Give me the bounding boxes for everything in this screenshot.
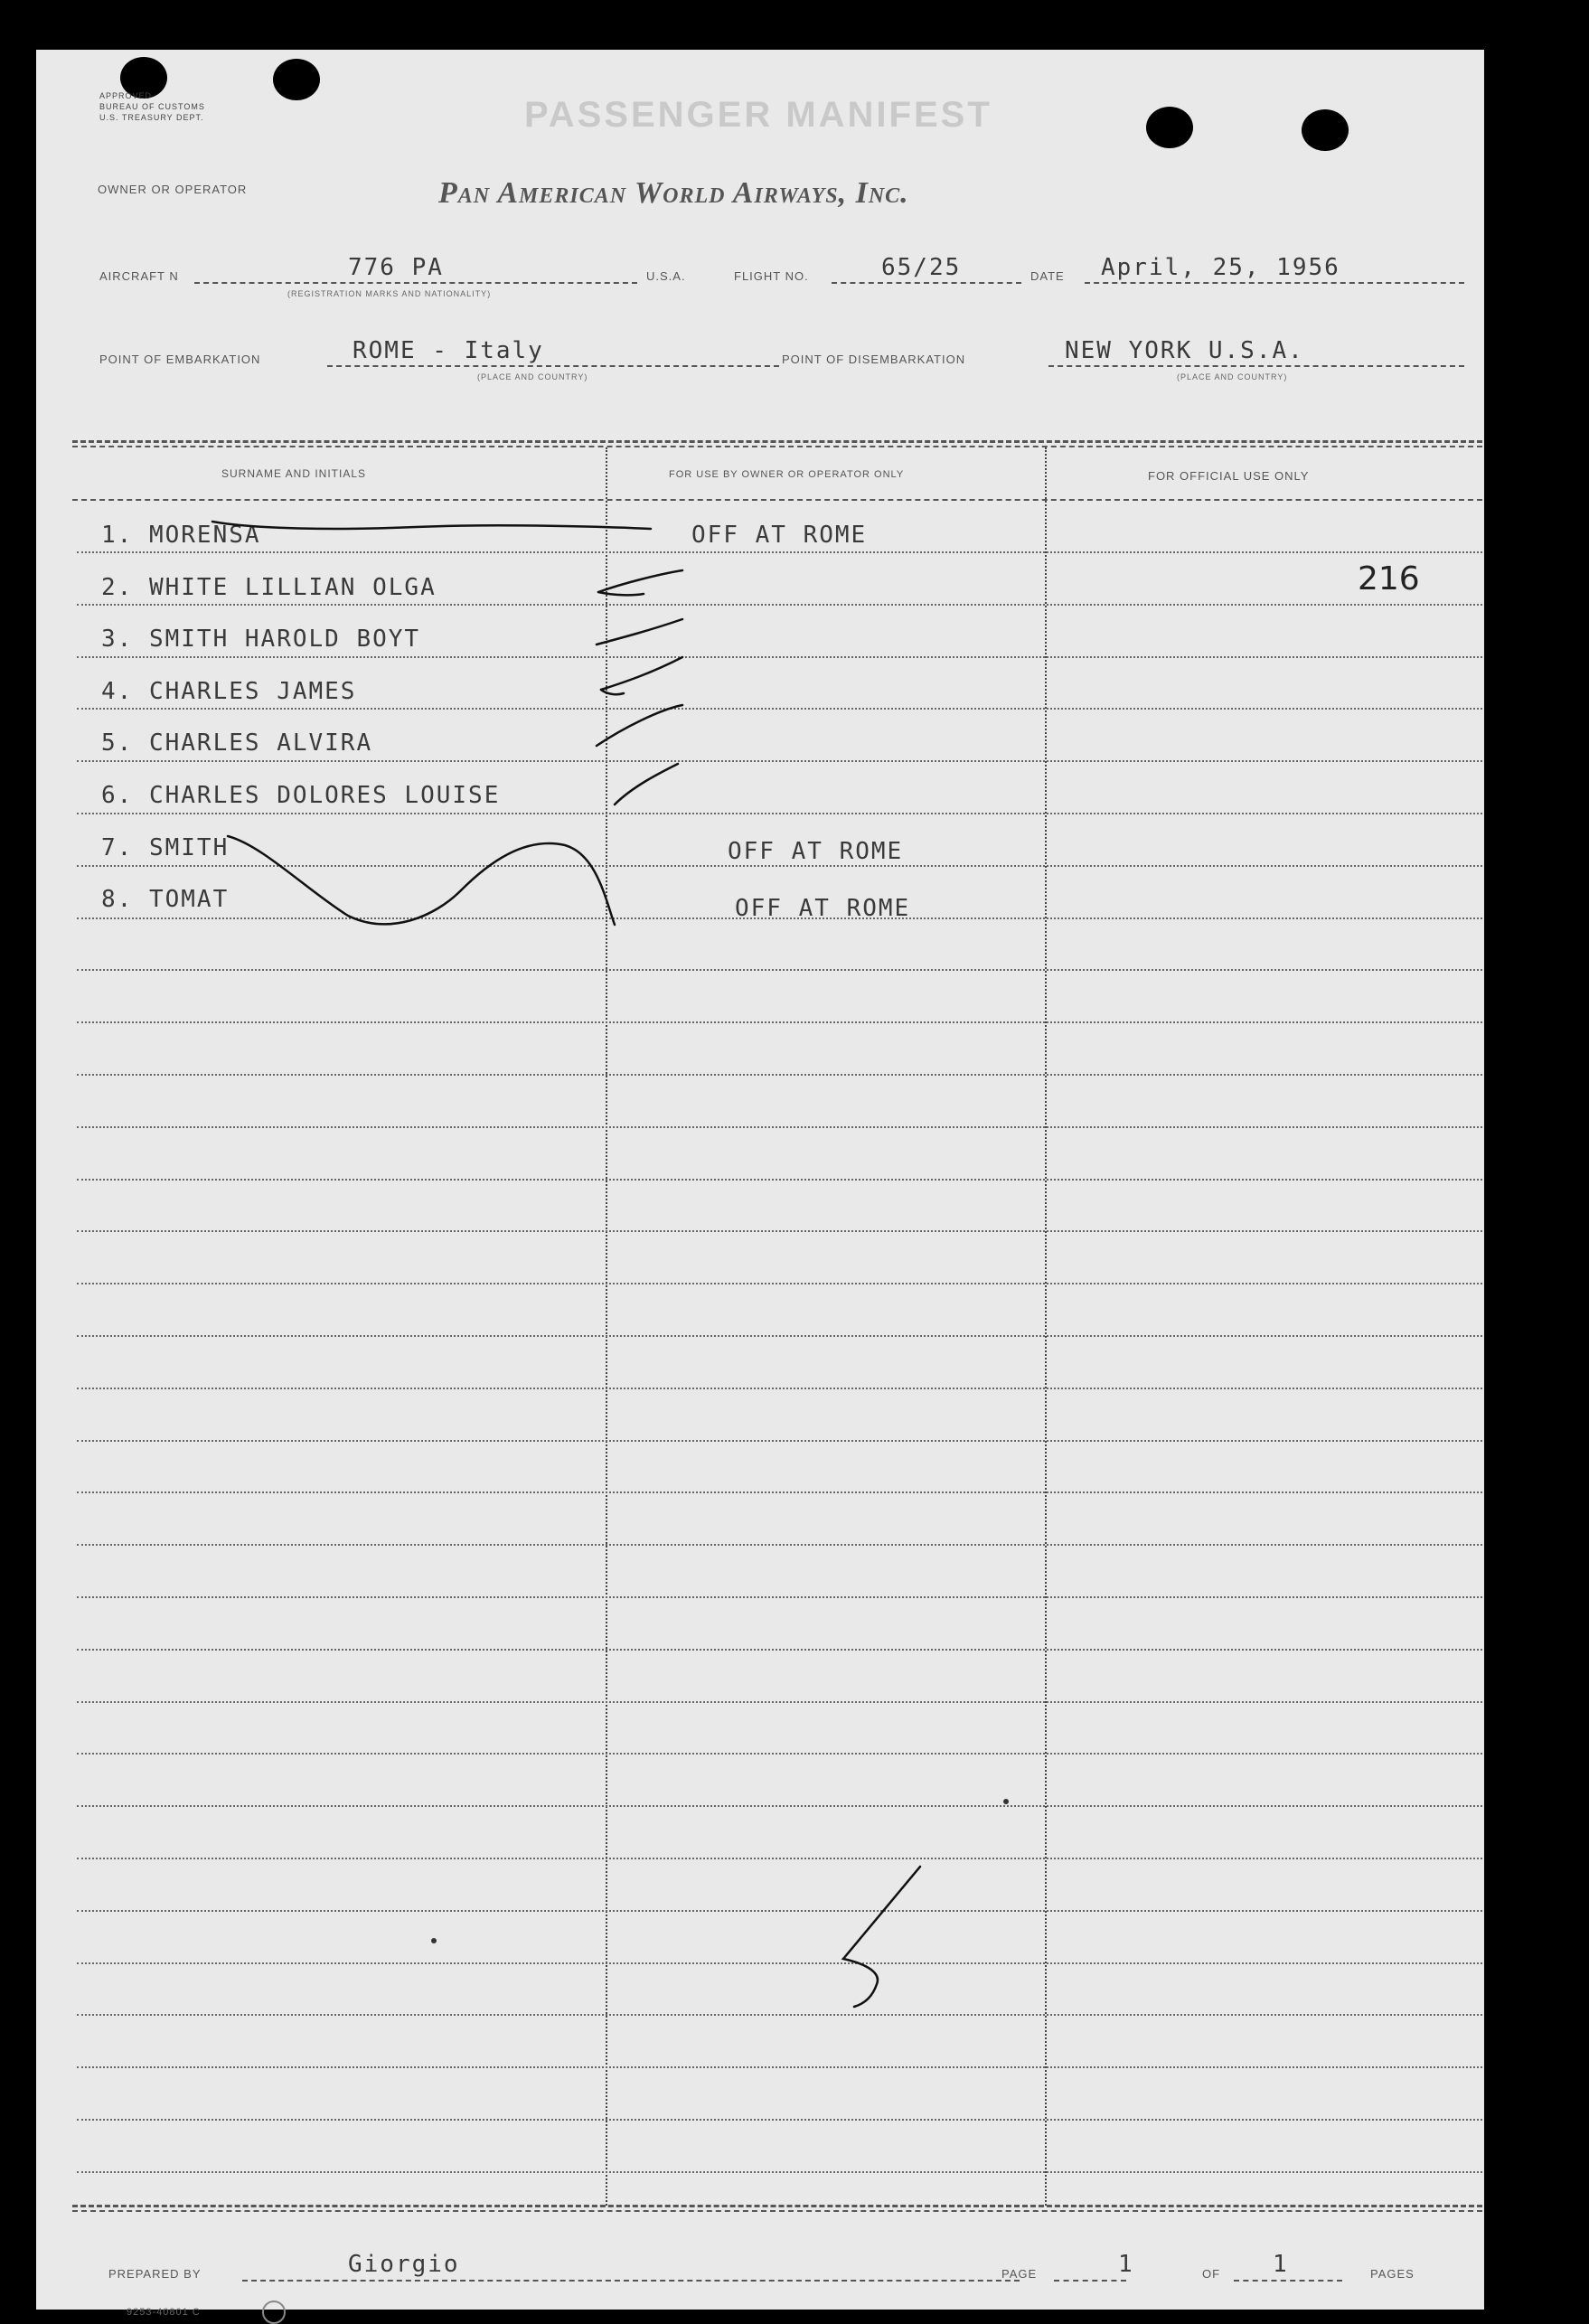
table-bottom-border [72, 2205, 1482, 2207]
prepared-underline [242, 2280, 1020, 2282]
date-value: April, 25, 1956 [1101, 254, 1340, 281]
page-value: 1 [1118, 2251, 1134, 2278]
prepared-value: Giorgio [348, 2251, 460, 2278]
flight-label: FLIGHT NO. [734, 269, 809, 283]
official-number: 216 [1358, 560, 1420, 597]
operator-note: OFF AT ROME [691, 522, 868, 549]
page-label: PAGE [1001, 2267, 1038, 2281]
tick-mark-2b [598, 592, 644, 595]
tick-mark-6 [615, 764, 678, 804]
form-number: 9253-40801 C [127, 2307, 201, 2318]
tick-mark-3 [597, 619, 682, 645]
column-header-official: FOR OFFICIAL USE ONLY [1148, 469, 1310, 483]
row-number: 4. [101, 678, 134, 705]
manifest-page [36, 50, 1484, 2318]
disembark-caption: (PLACE AND COUNTRY) [1177, 372, 1288, 381]
pages-label: PAGES [1370, 2267, 1415, 2281]
disembark-label: POINT OF DISEMBARKATION [782, 353, 966, 366]
passenger-name: MORENSA [148, 522, 261, 549]
passenger-name: SMITH HAROLD BOYT [148, 626, 421, 653]
passenger-name: WHITE LILLIAN OLGA [148, 574, 437, 601]
operator-note: OFF AT ROME [728, 838, 904, 865]
row-number: 8. [101, 886, 134, 913]
ink-dot [1003, 1799, 1009, 1804]
aircraft-caption: (REGISTRATION MARKS AND NATIONALITY) [287, 289, 492, 298]
embark-label: POINT OF EMBARKATION [99, 353, 261, 366]
of-value: 1 [1273, 2251, 1289, 2278]
tick-mark-4 [601, 657, 682, 690]
embark-caption: (PLACE AND COUNTRY) [477, 372, 588, 381]
date-label: DATE [1030, 269, 1065, 283]
pen-marks [36, 50, 1484, 2310]
of-label: OF [1202, 2267, 1221, 2281]
disembark-value: NEW YORK U.S.A. [1065, 337, 1304, 364]
embark-value: ROME - Italy [353, 337, 544, 364]
row-number: 7. [101, 834, 134, 861]
row-number: 1. [101, 522, 134, 549]
passenger-name: CHARLES ALVIRA [148, 729, 373, 757]
tick-mark-5 [597, 705, 682, 746]
page-underline [1054, 2280, 1126, 2282]
ink-dot [431, 1938, 437, 1943]
strikethrough-row-7-8 [228, 836, 615, 925]
row-number: 6. [101, 782, 134, 809]
prepared-label: PREPARED BY [108, 2267, 202, 2281]
tick-mark-4b [601, 690, 624, 694]
tick-mark-2 [598, 570, 682, 592]
owner-label: OWNER OR OPERATOR [98, 183, 248, 196]
aircraft-label: AIRCRAFT N [99, 269, 179, 283]
page-title: PASSENGER MANIFEST [524, 95, 992, 135]
row-number: 5. [101, 729, 134, 757]
handwritten-five-mark [843, 1867, 920, 2007]
passenger-name: CHARLES JAMES [148, 678, 357, 705]
flight-value: 65/25 [881, 254, 962, 281]
strikethrough-row-1 [212, 522, 651, 529]
passenger-name: CHARLES DOLORES LOUISE [148, 782, 501, 809]
union-bug-seal [262, 2300, 286, 2324]
row-number: 3. [101, 626, 134, 653]
passenger-name: TOMAT [148, 886, 230, 913]
passenger-name: SMITH [148, 834, 230, 861]
row-number: 2. [101, 574, 134, 601]
aircraft-value: 776 PA [348, 254, 444, 281]
column-header-operator: FOR USE BY OWNER OR OPERATOR ONLY [669, 469, 905, 480]
of-underline [1234, 2280, 1342, 2282]
table-bottom-border-2 [72, 2210, 1482, 2212]
stamp-line: U.S. TREASURY DEPT. [99, 113, 204, 122]
usa-label: U.S.A. [646, 269, 686, 283]
column-header-surname: SURNAME AND INITIALS [221, 467, 367, 480]
operator-note: OFF AT ROME [735, 895, 911, 922]
owner-name: Pan American World Airways, Inc. [438, 176, 909, 210]
stamp-line: BUREAU OF CUSTOMS [99, 102, 205, 111]
stamp-line: APPROVED [99, 91, 153, 100]
